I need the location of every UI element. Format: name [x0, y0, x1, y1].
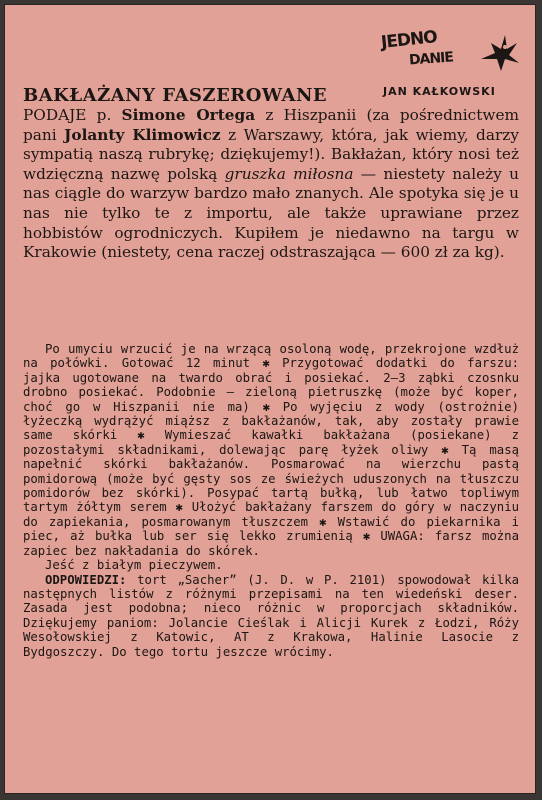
masthead-brand-line1: JEDNO — [380, 27, 438, 53]
lead-name-2: Jolanty Klimowicz — [64, 125, 221, 144]
answers-text: tort „Sacher” (J. D. w P. 2101) spowodował kilka następnych listów z różnymi przepisami na ten wiedeński deser. Zasada jest podobna; nieco różnic w proporcjach składników. Dziękujemy paniom: Jolancie Cieślak i Alicji Kurek z Łodzi, Róży Wesołowskiej z Katowic, AT z Krakowa, Halinie Lasocie z Bydgoszczy. Do tego tortu jeszcze wrócimy. — [23, 572, 519, 659]
newspaper-clipping — [4, 4, 536, 794]
bird-icon — [475, 29, 521, 75]
article-lead — [23, 106, 519, 263]
answers-heading: ODPOWIEDZI: — [45, 572, 127, 587]
recipe-serving-text: Jeść z białym pieczywem. — [45, 558, 223, 573]
recipe-serving-note — [23, 558, 519, 572]
masthead-brand-line2: DANIE — [408, 49, 454, 69]
lead-text-2: z Hiszpanii (za pośrednictwem pani — [23, 106, 520, 144]
lead-text-1: PODAJE p. — [23, 106, 122, 124]
readers-answers — [23, 573, 519, 659]
column-masthead — [381, 23, 521, 103]
lead-italic-term: gruszka miłosna — [224, 164, 354, 183]
article-title: BAKŁAŻANY FASZEROWANE — [23, 85, 328, 106]
recipe-instructions-text: Po umyciu wrzucić je na wrzącą osoloną wodę, przekrojone wzdłuż na połówki. Gotować 12 minut ✱ Przygotować dodatki do farszu: jajka ugotowane na twardo obrać i posiekać. 2—3 ząbki czosnku drobno posiekać. Podobnie — zieloną pietruszkę (może być koper, choć go w Hiszpanii nie ma) ✱ Po wyjęciu z wody (ostrożnie) łyżeczką wydrążyć miąższ z bakłażanów, tak, aby zostały prawie same skórki ✱ Wymieszać kawałki bakłażana (posiekane) z pozostałymi składnikami, dolewając parę łyżek oliwy ✱ Tą masą napełnić skórki bakłażanów. Posmarować na wierzchu pastą pomidorową (może być gęsty sos ze świeżych uduszonych na tłuszczu pomidorów bez skórki). Posypać tartą bułką, lub łatwo topliwym tartym żółtym serem ✱ Ułożyć bakłażany farszem do góry w naczyniu do zapiekania, posmarowanym tłuszczem ✱ Wstawić do piekarnika i piec, aż bułka lub ser się lekko zrumienią ✱ UWAGA: farsz można zapiec bez nakładania do skórek. — [23, 342, 519, 558]
lead-text-4: — niestety należy u nas ciągle do warzyw bardzo mało znanych. Ale spotyka się je u nas nie tylko te z importu, ale także uprawiane przez hobbistów ogrodniczych. Kupiłem je niedawno na targu w Krakowie (niestety, cena raczej odstraszająca — 600 zł za kg). — [23, 164, 520, 262]
recipe-instructions — [23, 342, 519, 558]
recipe-body — [23, 342, 519, 659]
lead-name-1: Simone Ortega — [121, 106, 256, 124]
lead-text-3: z Warszawy, która, jak wiemy, darzy sympatią naszą rubrykę; dziękujemy!). Bakłażan, który nosi też wdzięczną nazwę polską — [23, 125, 519, 183]
masthead-author: JAN KAŁKOWSKI — [383, 85, 496, 98]
